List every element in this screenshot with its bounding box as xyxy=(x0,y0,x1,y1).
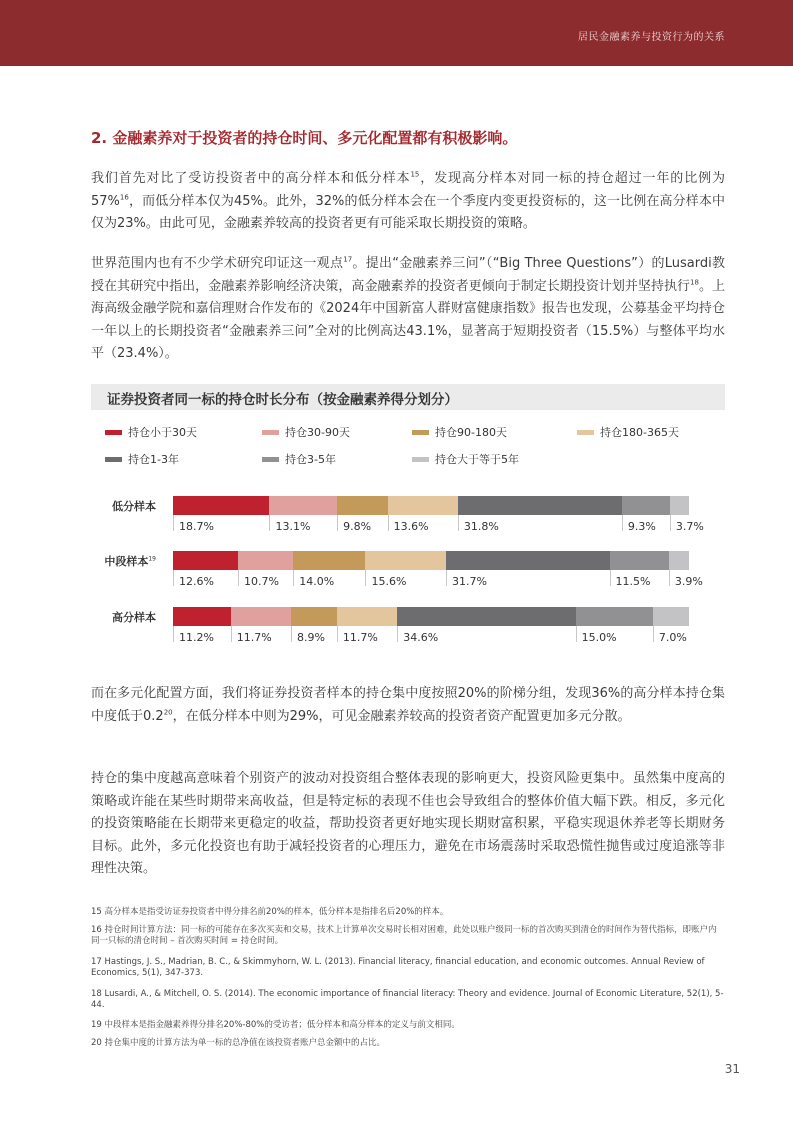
footnote-ref-20[interactable]: 20 xyxy=(163,708,173,717)
data-label: 31.8% xyxy=(463,520,499,533)
bar-tick xyxy=(653,626,654,642)
bar-tick xyxy=(669,570,670,586)
data-label: 7.0% xyxy=(658,631,687,644)
bar-tick xyxy=(458,515,459,531)
bar-segment xyxy=(173,496,269,515)
data-label: 10.7% xyxy=(244,575,279,588)
paragraph-2 xyxy=(91,253,725,366)
bar-segment xyxy=(173,607,231,626)
data-label: 3.9% xyxy=(674,575,703,588)
bar-tick xyxy=(269,515,270,531)
bar-segment xyxy=(610,551,669,570)
p2-text-b: 。提出“金融素养三问”（“Big Three Questions”）的Lusardi教授在其研究中指出，金融素养影响经济决策，高金融素养的投资者更倾向于制定长期投资计划并坚持执行 xyxy=(91,256,725,294)
data-label: 15.6% xyxy=(371,575,407,588)
legend-label: 持仓3-5年 xyxy=(285,453,336,466)
section-title: 2. 金融素养对于投资者的持仓时间、多元化配置都有积极影响。 xyxy=(91,129,518,147)
bar-tick xyxy=(173,515,174,531)
bar-tick xyxy=(291,626,292,642)
data-label: 18.7% xyxy=(179,520,214,533)
bar-tick xyxy=(293,570,294,586)
data-label: 9.8% xyxy=(343,520,372,533)
footnote-16: 16 持仓时间计算方法：同一标的可能存在多次买卖和交易，技术上计算单次交易时长相对困难，此处以账户级同一标的首次购买到清仓的时间作为替代指标，即账户内同一只标的清仓时间 – 首次购买时间 = 持仓时间。 xyxy=(91,925,717,946)
legend-item-3 xyxy=(412,424,507,438)
data-label: 11.7% xyxy=(342,631,378,644)
legend-label: 持仓大于等于5年 xyxy=(435,453,519,466)
bar-tick xyxy=(173,626,174,642)
bar-tick xyxy=(173,570,174,586)
bar-segment xyxy=(446,551,610,570)
legend-item-5 xyxy=(105,451,179,465)
footnote-19: 19 中段样本是指金融素养得分排名20%-80%的受访者；低分样本和高分样本的定义与前文相同。 xyxy=(91,1020,460,1030)
category-label xyxy=(96,553,156,569)
legend-label: 持仓90-180天 xyxy=(435,426,507,439)
legend-swatch xyxy=(577,430,594,435)
p1-text-b: ，发现高分样本对同一标的持仓超过一年的比例为57% xyxy=(91,171,725,209)
data-label: 13.1% xyxy=(275,520,311,533)
chart-title-bar xyxy=(91,384,725,410)
footnote-18: 18 Lusardi, A., & Mitchell, O. S. (2014). The economic importance of financial literacy: Theory and evidence. Journal of Economic Literature, 52(1), 5-44. xyxy=(91,989,724,1010)
page-number: 31 xyxy=(724,1062,740,1076)
bar-segment xyxy=(365,551,445,570)
data-label: 15.0% xyxy=(581,631,617,644)
footnote-15: 15 高分样本是指受访证券投资者中得分排名前20%的样本，低分样本是指排名后20%的样本。 xyxy=(91,907,449,917)
bar-segment xyxy=(231,607,291,626)
bar-tick xyxy=(238,570,239,586)
legend-item-4 xyxy=(577,424,679,438)
bar-tick xyxy=(622,515,623,531)
legend-item-7 xyxy=(412,451,519,465)
header-title: 居民金融素养与投资行为的关系 xyxy=(578,32,725,43)
category-label xyxy=(96,609,156,625)
legend-label: 持仓1-3年 xyxy=(128,453,179,466)
bar-segment xyxy=(576,607,653,626)
bar-tick xyxy=(337,515,338,531)
data-label: 11.5% xyxy=(615,575,651,588)
bar-segment xyxy=(397,607,575,626)
footnote-ref-18[interactable]: 18 xyxy=(690,278,699,287)
data-label: 9.3% xyxy=(627,520,656,533)
legend-swatch xyxy=(105,430,122,435)
bar-tick xyxy=(337,626,338,642)
footnote-17: 17 Hastings, J. S., Madrian, B. C., & Skimmyhorn, W. L. (2013). Financial literacy, financial education, and economic outcomes. Annual Review of Economics, 5(1), 347-373. xyxy=(91,957,705,978)
legend-swatch xyxy=(262,457,279,462)
paragraph-3 xyxy=(91,683,725,728)
bar-segment xyxy=(173,551,238,570)
bar-tick xyxy=(610,570,611,586)
legend-swatch xyxy=(105,457,122,462)
bar-segment xyxy=(670,496,689,515)
legend-swatch xyxy=(262,430,279,435)
footnote-ref-16[interactable]: 16 xyxy=(119,193,129,202)
footnote-ref-17[interactable]: 17 xyxy=(343,255,353,264)
category-text: 中段样本 xyxy=(104,555,149,568)
category-label xyxy=(96,498,156,514)
bar-tick xyxy=(576,626,577,642)
legend-swatch xyxy=(412,430,429,435)
footnote-20: 20 持仓集中度的计算方法为单一标的总净值在该投资者账户总金额中的占比。 xyxy=(91,1038,386,1048)
data-label: 11.2% xyxy=(179,631,214,644)
data-label: 14.0% xyxy=(299,575,335,588)
chart-title: 证券投资者同一标的持仓时长分布（按金融素养得分划分） xyxy=(107,392,458,408)
bar-segment xyxy=(653,607,689,626)
legend-item-1 xyxy=(105,424,197,438)
bar-segment xyxy=(238,551,293,570)
data-label: 13.6% xyxy=(393,520,429,533)
data-label: 34.6% xyxy=(403,631,439,644)
bar-segment xyxy=(337,607,397,626)
bar-segment xyxy=(291,607,337,626)
legend-label: 持仓小于30天 xyxy=(128,426,197,439)
legend-swatch xyxy=(412,457,429,462)
data-label: 3.7% xyxy=(675,520,704,533)
bar-segment xyxy=(669,551,689,570)
data-label: 12.6% xyxy=(179,575,214,588)
p3-text-a: 而在多元化配置方面，我们将证券投资者样本的持仓集中度按照20%的阶梯分组，发现36%的高分样本持仓集中度低于0.2 xyxy=(91,686,725,724)
category-text: 低分样本 xyxy=(112,500,156,513)
paragraph-4: 持仓的集中度越高意味着个别资产的波动对投资组合整体表现的影响更大，投资风险更集中。虽然集中度高的策略或许能在某些时期带来高收益，但是特定标的表现不佳也会导致组合的整体价值大幅下跌。相反，多元化的投资策略能在长期带来更稳定的收益，帮助投资者更好地实现长期财富积累，平稳实现退休养老等长期财务目标。此外，多元化投资也有助于减轻投资者的心理压力，避免在市场震荡时采取恐慌性抛售或过度追涨等非理性决策。 xyxy=(91,771,725,876)
bar-tick xyxy=(670,515,671,531)
data-label: 31.7% xyxy=(451,575,487,588)
p1-text-a: 我们首先对比了受访投资者中的高分样本和低分样本 xyxy=(91,171,411,186)
page-header xyxy=(0,0,793,66)
bar-segment xyxy=(337,496,388,515)
bar-segment xyxy=(388,496,458,515)
p2-text-a: 世界范围内也有不少学术研究印证这一观点 xyxy=(91,256,344,271)
bar-tick xyxy=(231,626,232,642)
data-label: 11.7% xyxy=(236,631,272,644)
category-text: 高分样本 xyxy=(112,611,156,624)
p3-text-b: ，在低分样本中则为29%，可见金融素养较高的投资者资产配置更加多元分散。 xyxy=(172,708,631,724)
bar-segment xyxy=(269,496,337,515)
bar-segment xyxy=(458,496,622,515)
bar-tick xyxy=(397,626,398,642)
paragraph-1 xyxy=(91,168,725,236)
bar-segment xyxy=(293,551,365,570)
bar-tick xyxy=(446,570,447,586)
bar-segment xyxy=(622,496,670,515)
bar-tick xyxy=(365,570,366,586)
footnote-ref-15[interactable]: 15 xyxy=(410,170,420,179)
bar-tick xyxy=(388,515,389,531)
legend-label: 持仓30-90天 xyxy=(285,426,350,439)
p2-text-c: 。上海高级金融学院和嘉信理财合作发布的《2024年中国新富人群财富健康指数》报告也发现，公募基金平均持仓一年以上的长期投资者“金融素养三问”全对的比例高达43.1%，显著高于短期投资者（15.5%）与整体平均水平（23.4%）。 xyxy=(91,278,725,361)
legend-label: 持仓180-365天 xyxy=(600,426,679,439)
data-label: 8.9% xyxy=(297,631,325,644)
p1-text-c: ，而低分样本仅为45%。此外，32%的低分样本会在一个季度内变更投资标的，这一比例在高分样本中仅为23%。由此可见，金融素养较高的投资者更有可能采取长期投资的策略。 xyxy=(91,193,725,231)
footnote-ref-19[interactable]: 19 xyxy=(148,555,156,563)
legend-item-6 xyxy=(262,451,336,465)
legend-item-2 xyxy=(262,424,350,438)
